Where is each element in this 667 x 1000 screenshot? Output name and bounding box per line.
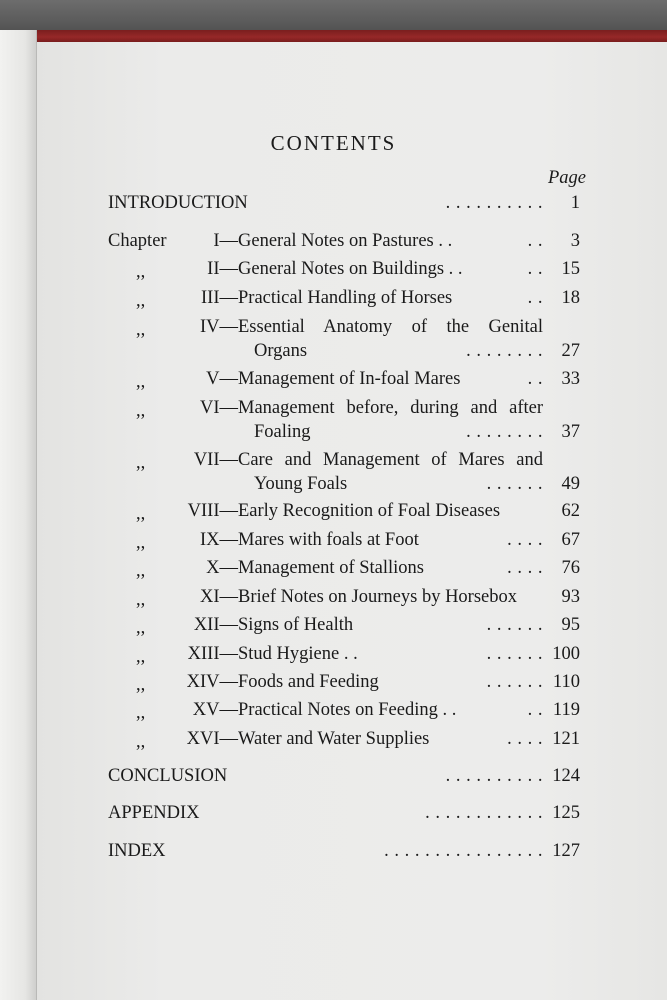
toc-page-number: 124 — [552, 766, 580, 786]
toc-page-number: 67 — [561, 530, 580, 550]
toc-leader-dots: . . . . . . . . — [466, 341, 543, 361]
toc-leader-dots: . . . . . . . . . . . . — [425, 803, 543, 823]
chapter-title: Water and Water Supplies — [238, 729, 430, 749]
toc-entry-label: APPENDIX — [108, 803, 200, 823]
toc-leader-dots: . . — [527, 231, 543, 251]
chapter-numeral: XIV— — [186, 672, 238, 692]
chapter-numeral: VI— — [199, 398, 238, 418]
contents-title: CONTENTS — [270, 131, 397, 155]
toc-page-number: 93 — [561, 587, 580, 607]
ditto-mark: ,, — [136, 703, 146, 723]
toc-leader-dots: . . . . — [507, 558, 543, 578]
toc-leader-dots: . . . . . . — [486, 615, 543, 635]
chapter-numeral: XVI— — [186, 729, 238, 749]
toc-leader-dots: . . . . — [507, 530, 543, 550]
chapter-title: Signs of Health — [238, 615, 354, 635]
chapter-title: Practical Notes on Feeding . . — [238, 700, 457, 720]
chapter-numeral: IV— — [199, 317, 238, 337]
chapter-title: General Notes on Buildings . . — [238, 259, 463, 279]
toc-page-number: 127 — [552, 841, 580, 861]
chapter-title-line: Young Foals — [254, 474, 348, 494]
chapter-title-line: Care and Management of Mares and — [238, 450, 543, 470]
chapter-title: Early Recognition of Foal Diseases — [238, 501, 501, 521]
toc-entry-label: INDEX — [108, 841, 166, 861]
toc-leader-dots: . . . . . . . . . . . . . . . . — [384, 841, 543, 861]
toc-page-number: 18 — [561, 288, 580, 308]
chapter-word: Chapter — [108, 231, 167, 251]
toc-page-number: 62 — [561, 501, 580, 521]
ditto-mark: ,, — [136, 647, 146, 667]
toc-entry-label: CONCLUSION — [108, 766, 228, 786]
ditto-mark: ,, — [136, 590, 146, 610]
chapter-numeral: II— — [207, 259, 238, 279]
toc-page-number: 33 — [561, 369, 580, 389]
chapter-numeral: X— — [206, 558, 238, 578]
chapter-title: Mares with foals at Foot — [238, 530, 419, 550]
ditto-mark: ,, — [136, 401, 146, 421]
chapter-title: Practical Handling of Horses — [238, 288, 453, 308]
toc-leader-dots: . . . . . . — [486, 644, 543, 664]
toc-page-number: 110 — [552, 672, 580, 692]
chapter-numeral: VIII— — [187, 501, 238, 521]
ditto-mark: ,, — [136, 320, 146, 340]
chapter-numeral: I— — [213, 231, 238, 251]
chapter-title: Stud Hygiene . . — [238, 644, 358, 664]
chapter-title-line: Organs — [254, 341, 308, 361]
toc-leader-dots: . . . . . . . . — [466, 422, 543, 442]
chapter-title: Brief Notes on Journeys by Horsebox — [238, 587, 517, 607]
chapter-numeral: XII— — [193, 615, 238, 635]
toc-page-number: 125 — [552, 803, 580, 823]
ditto-mark: ,, — [136, 262, 146, 282]
toc-leader-dots: . . . . . . — [486, 672, 543, 692]
ditto-mark: ,, — [136, 618, 146, 638]
chapter-title: Foods and Feeding — [238, 672, 379, 692]
chapter-title: Management of In-foal Mares — [238, 369, 461, 389]
chapter-numeral: V— — [206, 369, 238, 389]
toc-page-number: 3 — [570, 231, 580, 251]
toc-leader-dots: . . — [527, 288, 543, 308]
ditto-mark: ,, — [136, 533, 146, 553]
chapter-title: General Notes on Pastures . . — [238, 231, 453, 251]
toc-leader-dots: . . — [527, 369, 543, 389]
chapter-title: Management of Stallions — [238, 558, 424, 578]
toc-page-number: 15 — [561, 259, 580, 279]
page-column-header: Page — [548, 168, 587, 188]
toc-leader-dots: . . . . . . — [486, 474, 543, 494]
toc-page-number: 95 — [561, 615, 580, 635]
toc-leader-dots: . . — [527, 259, 543, 279]
ditto-mark: ,, — [136, 291, 146, 311]
chapter-numeral: IX— — [199, 530, 238, 550]
toc-leader-dots: . . . . . . . . . . — [445, 766, 543, 786]
toc-leader-dots: . . . . — [507, 729, 543, 749]
ditto-mark: ,, — [136, 732, 146, 752]
toc-page-number: 76 — [561, 558, 580, 578]
chapter-title-line: Management before, during and after — [238, 398, 543, 418]
ditto-mark: ,, — [136, 675, 146, 695]
toc-page-number: 49 — [561, 474, 580, 494]
chapter-numeral: XIII— — [187, 644, 238, 664]
chapter-numeral: III— — [201, 288, 238, 308]
ditto-mark: ,, — [136, 453, 146, 473]
ditto-mark: ,, — [136, 504, 146, 524]
chapter-numeral: VII— — [193, 450, 238, 470]
toc-entry-label: INTRODUCTION — [108, 193, 248, 213]
toc-page-number: 119 — [552, 700, 580, 720]
toc-page-number: 37 — [561, 422, 580, 442]
ditto-mark: ,, — [136, 372, 146, 392]
toc-leader-dots: . . . . . . . . . . — [445, 193, 543, 213]
toc-leader-dots: . . — [527, 700, 543, 720]
chapter-title-line: Foaling — [254, 422, 311, 442]
toc-page-number: 27 — [561, 341, 580, 361]
ditto-mark: ,, — [136, 561, 146, 581]
chapter-numeral: XV— — [192, 700, 238, 720]
page-edge-left — [0, 30, 37, 1000]
toc-page-number: 1 — [570, 193, 580, 213]
chapter-numeral: XI— — [199, 587, 238, 607]
toc-page-number: 121 — [552, 729, 580, 749]
toc-page-number: 100 — [552, 644, 580, 664]
chapter-title-line: Essential Anatomy of the Genital — [238, 317, 543, 337]
